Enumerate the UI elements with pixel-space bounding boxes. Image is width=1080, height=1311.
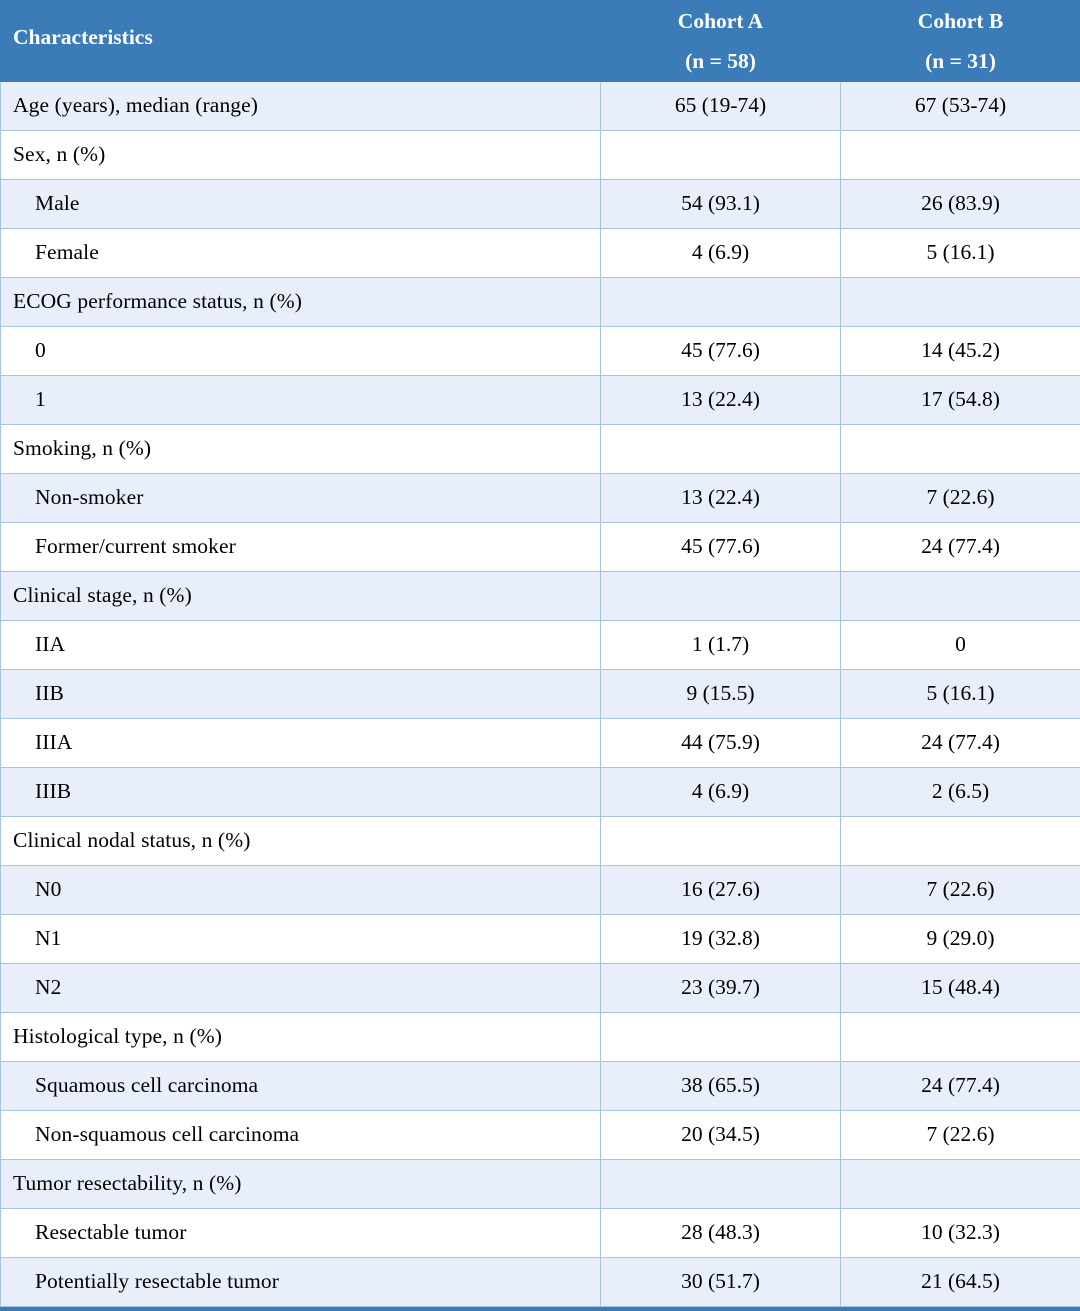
cell-cohort-b: 5 (16.1) (841, 670, 1080, 719)
row-label: Potentially resectable tumor (1, 1258, 601, 1307)
table-head (1, 1, 1080, 82)
table-row (1, 1013, 1080, 1062)
cell-cohort-a: 44 (75.9) (601, 719, 841, 768)
row-label: Sex, n (%) (1, 131, 601, 180)
cell-cohort-a: 45 (77.6) (601, 327, 841, 376)
row-label: Clinical stage, n (%) (1, 572, 601, 621)
cell-cohort-b: 2 (6.5) (841, 768, 1080, 817)
cell-cohort-b: 0 (841, 621, 1080, 670)
table-row (1, 131, 1080, 180)
table-row (1, 572, 1080, 621)
cell-cohort-a (601, 278, 841, 327)
column-header-characteristics-line2 (1, 57, 600, 66)
cell-cohort-b: 7 (22.6) (841, 866, 1080, 915)
table-row (1, 817, 1080, 866)
table-row (1, 1062, 1080, 1111)
cell-cohort-b: 15 (48.4) (841, 964, 1080, 1013)
cell-cohort-a (601, 131, 841, 180)
table-row (1, 376, 1080, 425)
table-row (1, 180, 1080, 229)
row-label: Male (1, 180, 601, 229)
cell-cohort-a (601, 1013, 841, 1062)
row-label: Non-squamous cell carcinoma (1, 1111, 601, 1160)
row-label: Clinical nodal status, n (%) (1, 817, 601, 866)
table-row (1, 82, 1080, 131)
table-bottom-rule (0, 1307, 1080, 1311)
table-row (1, 1209, 1080, 1258)
table-row (1, 915, 1080, 964)
cell-cohort-b: 24 (77.4) (841, 719, 1080, 768)
column-header-cohort-a-line2: (n = 58) (601, 41, 840, 81)
cell-cohort-b: 14 (45.2) (841, 327, 1080, 376)
column-header-cohort-b-line1: Cohort B (841, 1, 1080, 41)
cell-cohort-a: 1 (1.7) (601, 621, 841, 670)
cell-cohort-b: 67 (53-74) (841, 82, 1080, 131)
cell-cohort-b (841, 817, 1080, 866)
table-row (1, 1160, 1080, 1209)
cell-cohort-b: 7 (22.6) (841, 1111, 1080, 1160)
table-row (1, 327, 1080, 376)
cell-cohort-a: 20 (34.5) (601, 1111, 841, 1160)
table-row (1, 670, 1080, 719)
row-label: Non-smoker (1, 474, 601, 523)
table-row (1, 278, 1080, 327)
cell-cohort-a: 54 (93.1) (601, 180, 841, 229)
row-label: Histological type, n (%) (1, 1013, 601, 1062)
table-row (1, 229, 1080, 278)
row-label: Former/current smoker (1, 523, 601, 572)
row-label: Smoking, n (%) (1, 425, 601, 474)
table-row (1, 964, 1080, 1013)
cell-cohort-b: 21 (64.5) (841, 1258, 1080, 1307)
cell-cohort-b: 9 (29.0) (841, 915, 1080, 964)
cell-cohort-a (601, 1160, 841, 1209)
table-header-row (1, 1, 1080, 82)
row-label: Squamous cell carcinoma (1, 1062, 601, 1111)
table-body (1, 82, 1080, 1307)
cell-cohort-a: 16 (27.6) (601, 866, 841, 915)
row-label: N1 (1, 915, 601, 964)
cell-cohort-b: 26 (83.9) (841, 180, 1080, 229)
cell-cohort-b (841, 1160, 1080, 1209)
row-label: Age (years), median (range) (1, 82, 601, 131)
table-row (1, 1111, 1080, 1160)
cell-cohort-a: 13 (22.4) (601, 376, 841, 425)
table-row (1, 621, 1080, 670)
row-label: Tumor resectability, n (%) (1, 1160, 601, 1209)
cell-cohort-a: 28 (48.3) (601, 1209, 841, 1258)
column-header-cohort-b (841, 1, 1080, 82)
column-header-cohort-a (601, 1, 841, 82)
cell-cohort-b: 17 (54.8) (841, 376, 1080, 425)
cell-cohort-a: 45 (77.6) (601, 523, 841, 572)
table-row (1, 425, 1080, 474)
cell-cohort-a: 4 (6.9) (601, 229, 841, 278)
cell-cohort-b: 7 (22.6) (841, 474, 1080, 523)
row-label: N2 (1, 964, 601, 1013)
cell-cohort-a: 19 (32.8) (601, 915, 841, 964)
row-label: IIA (1, 621, 601, 670)
table-row (1, 768, 1080, 817)
cell-cohort-a: 23 (39.7) (601, 964, 841, 1013)
table-row (1, 719, 1080, 768)
cell-cohort-b: 10 (32.3) (841, 1209, 1080, 1258)
cell-cohort-a (601, 572, 841, 621)
row-label: IIB (1, 670, 601, 719)
row-label: N0 (1, 866, 601, 915)
row-label: 0 (1, 327, 601, 376)
row-label: IIIB (1, 768, 601, 817)
cell-cohort-b (841, 1013, 1080, 1062)
table-row (1, 1258, 1080, 1307)
cell-cohort-a: 38 (65.5) (601, 1062, 841, 1111)
cell-cohort-b: 24 (77.4) (841, 1062, 1080, 1111)
column-header-cohort-a-line1: Cohort A (601, 1, 840, 41)
row-label: IIIA (1, 719, 601, 768)
column-header-cohort-b-line2: (n = 31) (841, 41, 1080, 81)
cell-cohort-a: 9 (15.5) (601, 670, 841, 719)
cell-cohort-b (841, 278, 1080, 327)
cell-cohort-a: 4 (6.9) (601, 768, 841, 817)
row-label: ECOG performance status, n (%) (1, 278, 601, 327)
row-label: Resectable tumor (1, 1209, 601, 1258)
cell-cohort-a: 30 (51.7) (601, 1258, 841, 1307)
table-row (1, 866, 1080, 915)
table-row (1, 523, 1080, 572)
cell-cohort-b (841, 131, 1080, 180)
cell-cohort-a: 13 (22.4) (601, 474, 841, 523)
cell-cohort-a: 65 (19-74) (601, 82, 841, 131)
column-header-characteristics-line1: Characteristics (1, 17, 600, 57)
column-header-characteristics (1, 1, 601, 82)
row-label: 1 (1, 376, 601, 425)
cell-cohort-b (841, 425, 1080, 474)
table-row (1, 474, 1080, 523)
row-label: Female (1, 229, 601, 278)
cell-cohort-a (601, 425, 841, 474)
cell-cohort-b: 24 (77.4) (841, 523, 1080, 572)
cell-cohort-a (601, 817, 841, 866)
cell-cohort-b (841, 572, 1080, 621)
cell-cohort-b: 5 (16.1) (841, 229, 1080, 278)
